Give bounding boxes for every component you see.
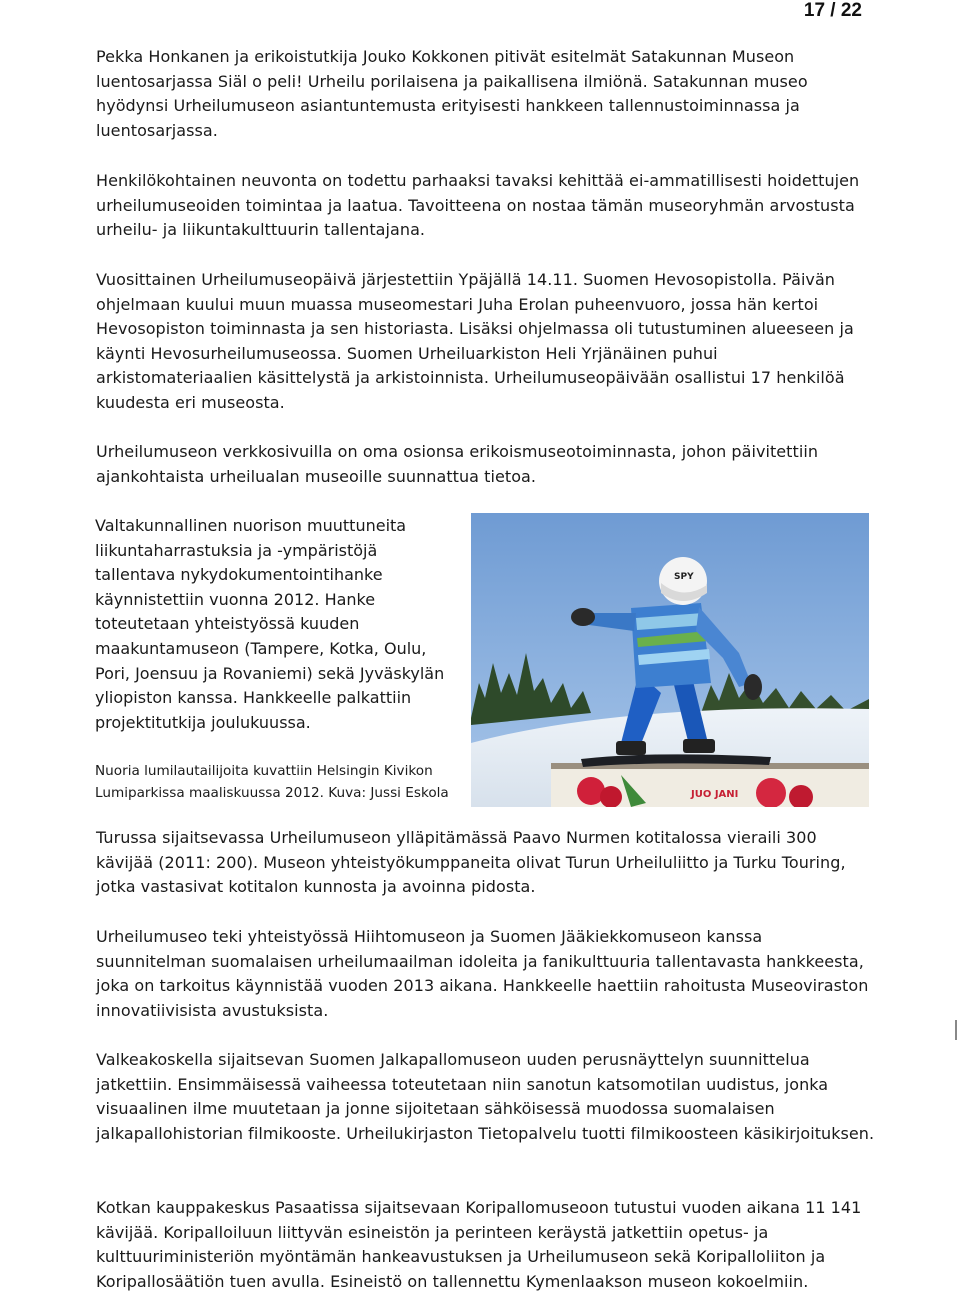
paragraph-idols-project: Urheilumuseo teki yhteistyössä Hiihtomuseon ja Suomen Jääkiekkomuseon kanssa suunnitelman suomalaisen urheilumaailman idoleita ja fanikulttuuria tallentavasta hankkeesta, joka on tarkoitus käynnistää vuoden 2013 aikana. Hankkeelle haettiin rahoitusta Museoviraston innovatiivisista avustuksista. <box>96 927 869 1020</box>
paragraph-youth-documentation: Valtakunnallinen nuorison muuttuneita liikuntaharrastuksia ja -ympäristöjä tallentava nykydokumentointihanke käynnistettiin vuonna 2012. Hanke toteutetaan yhteistyössä kuuden maakuntamuseon (Tampere, Kotka, Oulu, Pori, Joensuu ja Rovaniemi) sekä Jyväskylän yliopiston kanssa. Hankkeelle palkattiin projektitutkija joulukuussa. <box>95 516 445 732</box>
paragraph-personal-guidance: Henkilökohtainen neuvonta on todettu parhaaksi tavaksi kehittää ei-ammatillisesti hoidettujen urheilumuseoiden toimintaa ja laatua. Tavoitteena on nostaa tämän museoryhmän arvostusta urheilu- ja liikuntakulttuurin tallentajana. <box>96 171 860 240</box>
paragraph-website: Urheilumuseon verkkosivuilla on oma osionsa erikoismuseotoiminnasta, johon päivitettiin ajankohtaista urheilualan museoille suunnattua tietoa. <box>96 442 819 486</box>
photo-caption: Nuoria lumilautailijoita kuvattiin Helsingin Kivikon Lumiparkissa maaliskuussa 2012. Kuva: Jussi Eskola <box>95 763 449 801</box>
page-number: 17 / 22 <box>803 0 862 21</box>
snowboarder-photo <box>471 513 869 807</box>
scan-edge-mark <box>955 1020 957 1040</box>
paragraph-basketball-museum: Kotkan kauppakeskus Pasaatissa sijaitsevaan Koripallomuseoon tutustui vuoden aikana 11 141 kävijää. Koripalloiluun liittyvän esineistön ja perinteen keräystä jatkettiin opetus- ja kulttuuriministeriön myöntämän hankeavustuksen ja Urheilumuseon sekä Koripalloliiton ja Koripallosäätiön tuen avulla. Esineistö on tallennettu Kymenlaakson museon kokoelmiin. <box>96 1198 862 1291</box>
paragraph-nurmi-home: Turussa sijaitsevassa Urheilumuseon ylläpitämässä Paavo Nurmen kotitalossa vieraili 300 kävijää (2011: 200). Museon yhteistyökumppaneita olivat Turun Urheiluliitto ja Turku Touring, jotka vastasivat kotitalon kunnosta ja avoinna pidosta. <box>96 828 846 897</box>
paragraph-museum-day: Vuosittainen Urheilumuseopäivä järjestettiin Ypäjällä 14.11. Suomen Hevosopistolla. Päivän ohjelmaan kuului muun muassa museomestari Juha Erolan puheenvuoro, jossa hän kertoi Hevosopiston toiminnasta ja sen historiasta. Lisäksi ohjelmassa oli tutustuminen alueeseen ja käynti Hevosurheilumuseossa. Suomen Urheiluarkiston Heli Yrjänäinen puhui arkistomateriaalien käsittelystä ja arkistoinnista. Urheilumuseopäivään osallistui 17 henkilöä kuudesta eri museosta. <box>96 270 854 412</box>
banner-text: JUO JANI <box>691 789 739 800</box>
paragraph-satakunta-lectures: Pekka Honkanen ja erikoistutkija Jouko Kokkonen pitivät esitelmät Satakunnan Museon luentosarjassa Siäl o peli! Urheilu porilaisena ja paikallisena ilmiönä. Satakunnan museo hyödynsi Urheilumuseon asiantuntemusta erityisesti hankkeen tallennustoiminnassa ja luentosarjassa. <box>96 47 808 140</box>
helmet-logo-text: SPY <box>674 572 694 582</box>
paragraph-football-museum: Valkeakoskella sijaitsevan Suomen Jalkapallomuseon uuden perusnäyttelyn suunnittelua jatkettiin. Ensimmäisessä vaiheessa toteutetaan niin sanotun katsomotilan uudistus, jonka visuaalinen ilme muutetaan ja jonne sijoitetaan sähköisessä muodossa suomalaisen jalkapallohistorian filmikooste. Urheilukirjaston Tietopalvelu tuotti filmikoosteen käsikirjoituksen. <box>96 1050 875 1143</box>
